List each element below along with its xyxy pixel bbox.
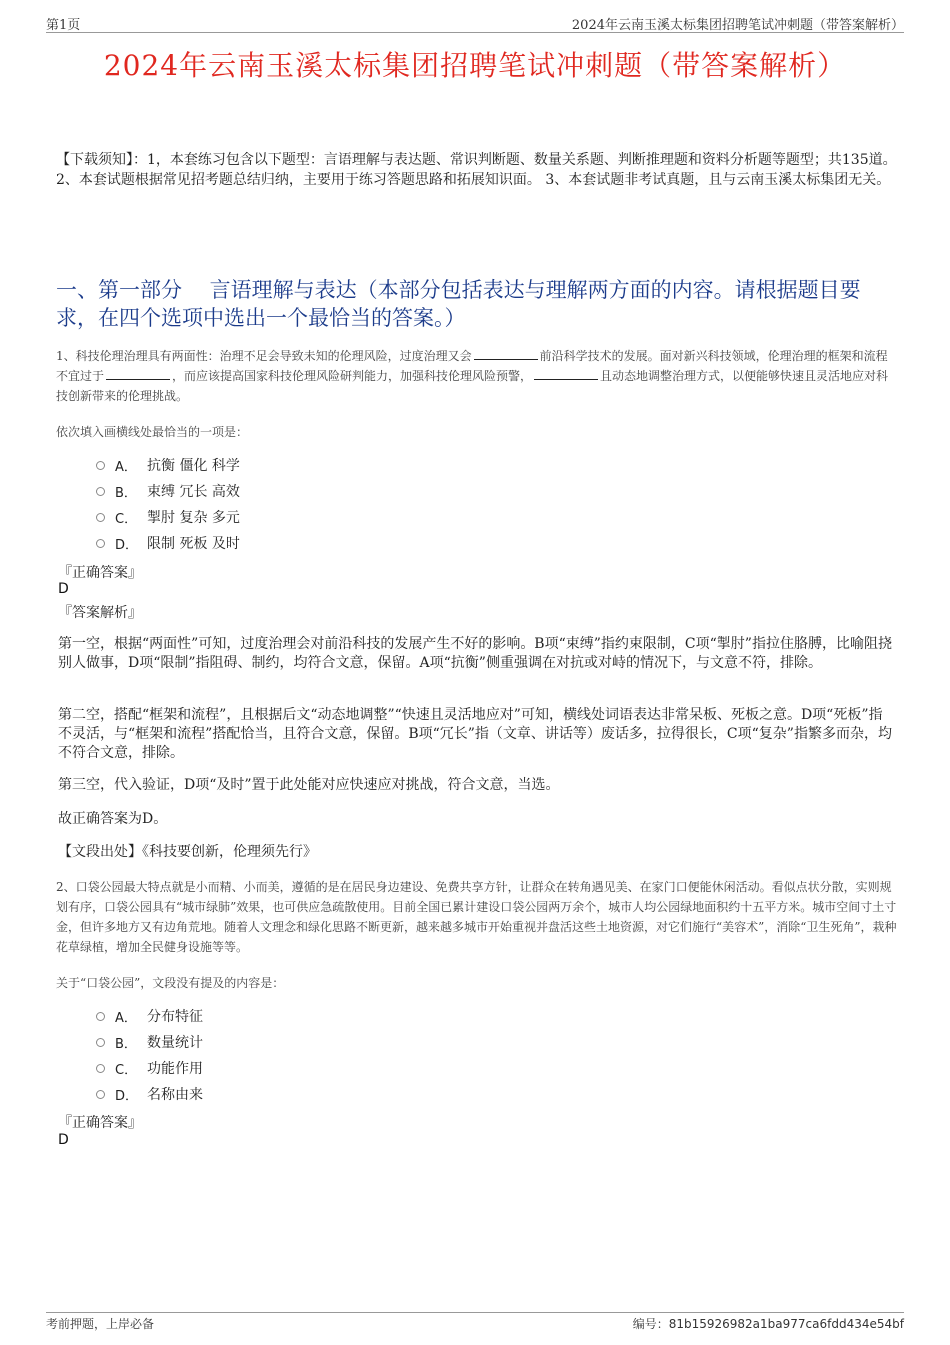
q1-answer-label: 『正确答案』 [58, 565, 142, 581]
q1-analysis-label: 『答案解析』 [58, 605, 142, 621]
question-1-options [96, 452, 240, 556]
footer-code-label: 编号： [632, 1317, 669, 1331]
radio-icon[interactable] [96, 513, 105, 522]
footer-divider [46, 1312, 904, 1313]
q1-analysis-1: 第一空，根据“两面性”可知，过度治理会对前沿科技的发展产生不好的影响。B项“束缚”指约束限制，C项“掣肘”指拉住胳膊，比喻阻挠别人做事，D项“限制”指阻碍、制约，均符合文意，保留。A项“抗衡”侧重强调在对抗或对峙的情况下，与文意不符，排除。 [58, 636, 892, 671]
question-1-stem [56, 346, 898, 406]
page-title: 2024年云南玉溪太标集团招聘笔试冲刺题（带答案解析） [103, 49, 847, 82]
q1-stem-part-b: 前沿科学技术的发展。面对新兴科技领域，伦理治理的框架和流程不宜过于 [56, 349, 888, 383]
q1-option-a[interactable]: A． 抗衡 僵化 科学 [96, 452, 240, 478]
q1-option-c[interactable]: C． 掣肘 复杂 多元 [96, 504, 240, 530]
q1-analysis-4: 故正确答案为D。 [58, 811, 168, 827]
footer-code [633, 1315, 904, 1332]
radio-icon[interactable] [96, 539, 105, 548]
q1-stem-part-a: 1、科技伦理治理具有两面性：治理不足会导致未知的伦理风险，过度治理又会 [56, 349, 472, 363]
q1-blank-3 [534, 367, 598, 380]
q1-stem-part-c: ，而应该提高国家科技伦理风险研判能力，加强科技伦理风险预警， [172, 369, 533, 383]
radio-icon[interactable] [96, 1064, 105, 1073]
q1-answer: D [58, 581, 69, 597]
q1-analysis-3: 第三空，代入验证，D项“及时”置于此处能对应快速应对挑战，符合文意，当选。 [58, 777, 560, 793]
radio-icon[interactable] [96, 1012, 105, 1021]
section-heading: 一、第一部分 言语理解与表达（本部分包括表达与理解两方面的内容。请根据题目要求，在四个选项中选出一个最恰当的答案。） [56, 278, 861, 330]
header-page-number: 第1页 [46, 18, 81, 33]
footer-slogan: 考前押题，上岸必备 [46, 1317, 155, 1331]
q1-analysis-2: 第二空，搭配“框架和流程”，且根据后文“动态地调整”“快速且灵活地应对”可知，横线处词语表达非常呆板、死板之意。D项“死板”指不灵活，与“框架和流程”搭配恰当，且符合文意，保留。B项“冗长”指（文章、讲话等）废话多，拉得很长，C项“复杂”指繁多而杂，均不符合文意，排除。 [58, 707, 892, 761]
q2-option-a[interactable]: A． 分布特征 [96, 1003, 203, 1029]
download-notice: 【下载须知】：1，本套练习包含以下题型：言语理解与表达题、常识判断题、数量关系题、判断推理题和资料分析题等题型；共135道。 2、本套试题根据常见招考题总结归纳，主要用于练习答题思路和拓展知识面。 3、本套试题非考试真题，且与云南玉溪太标集团无关。 [56, 152, 897, 188]
question-2-prompt: 关于“口袋公园”，文段没有提及的内容是： [56, 976, 285, 990]
q1-option-d[interactable]: D． 限制 死板 及时 [96, 530, 240, 556]
radio-icon[interactable] [96, 487, 105, 496]
radio-icon[interactable] [96, 461, 105, 470]
q1-option-b[interactable]: B． 束缚 冗长 高效 [96, 478, 240, 504]
q1-blank-2 [106, 367, 170, 380]
q2-option-b[interactable]: B． 数量统计 [96, 1029, 203, 1055]
question-2-stem: 2、口袋公园最大特点就是小而精、小而美，遵循的是在居民身边建设、免费共享方针，让群众在转角遇见美、在家门口便能休闲活动。看似点状分散，实则规划有序，口袋公园具有“城市绿肺”效果，也可供应急疏散使用。目前全国已累计建设口袋公园两万余个，城市人均公园绿地面积约十五平方米。城市空间寸土寸金，但许多地方又有边角荒地。随着人文理念和绿化思路不断更新，越来越多城市开始重视并盘活这些土地资源，对它们施行“美容术”，消除“卫生死角”，栽种花草绿植，增加全民健身设施等等。 [56, 880, 897, 954]
q1-stem-part-d: 且动态地调整治理方式，以便能够快速且灵活地应对科技创新带来的伦理挑战。 [56, 369, 889, 403]
header-doc-title: 2024年云南玉溪太标集团招聘笔试冲刺题（带答案解析） [571, 18, 904, 33]
header-divider [46, 32, 904, 33]
q2-answer-label: 『正确答案』 [58, 1115, 142, 1131]
q2-answer: D [58, 1132, 69, 1148]
q1-source: 【文段出处】《科技要创新，伦理须先行》 [58, 844, 317, 860]
q1-blank-1 [474, 347, 538, 360]
question-2-options [96, 1003, 203, 1107]
radio-icon[interactable] [96, 1090, 105, 1099]
question-1-prompt: 依次填入画横线处最恰当的一项是： [56, 425, 249, 439]
footer-code-value: 81b15926982a1ba977ca6fdd434e54bf [668, 1317, 904, 1331]
radio-icon[interactable] [96, 1038, 105, 1047]
q2-option-c[interactable]: C． 功能作用 [96, 1055, 203, 1081]
q2-option-d[interactable]: D． 名称由来 [96, 1081, 203, 1107]
